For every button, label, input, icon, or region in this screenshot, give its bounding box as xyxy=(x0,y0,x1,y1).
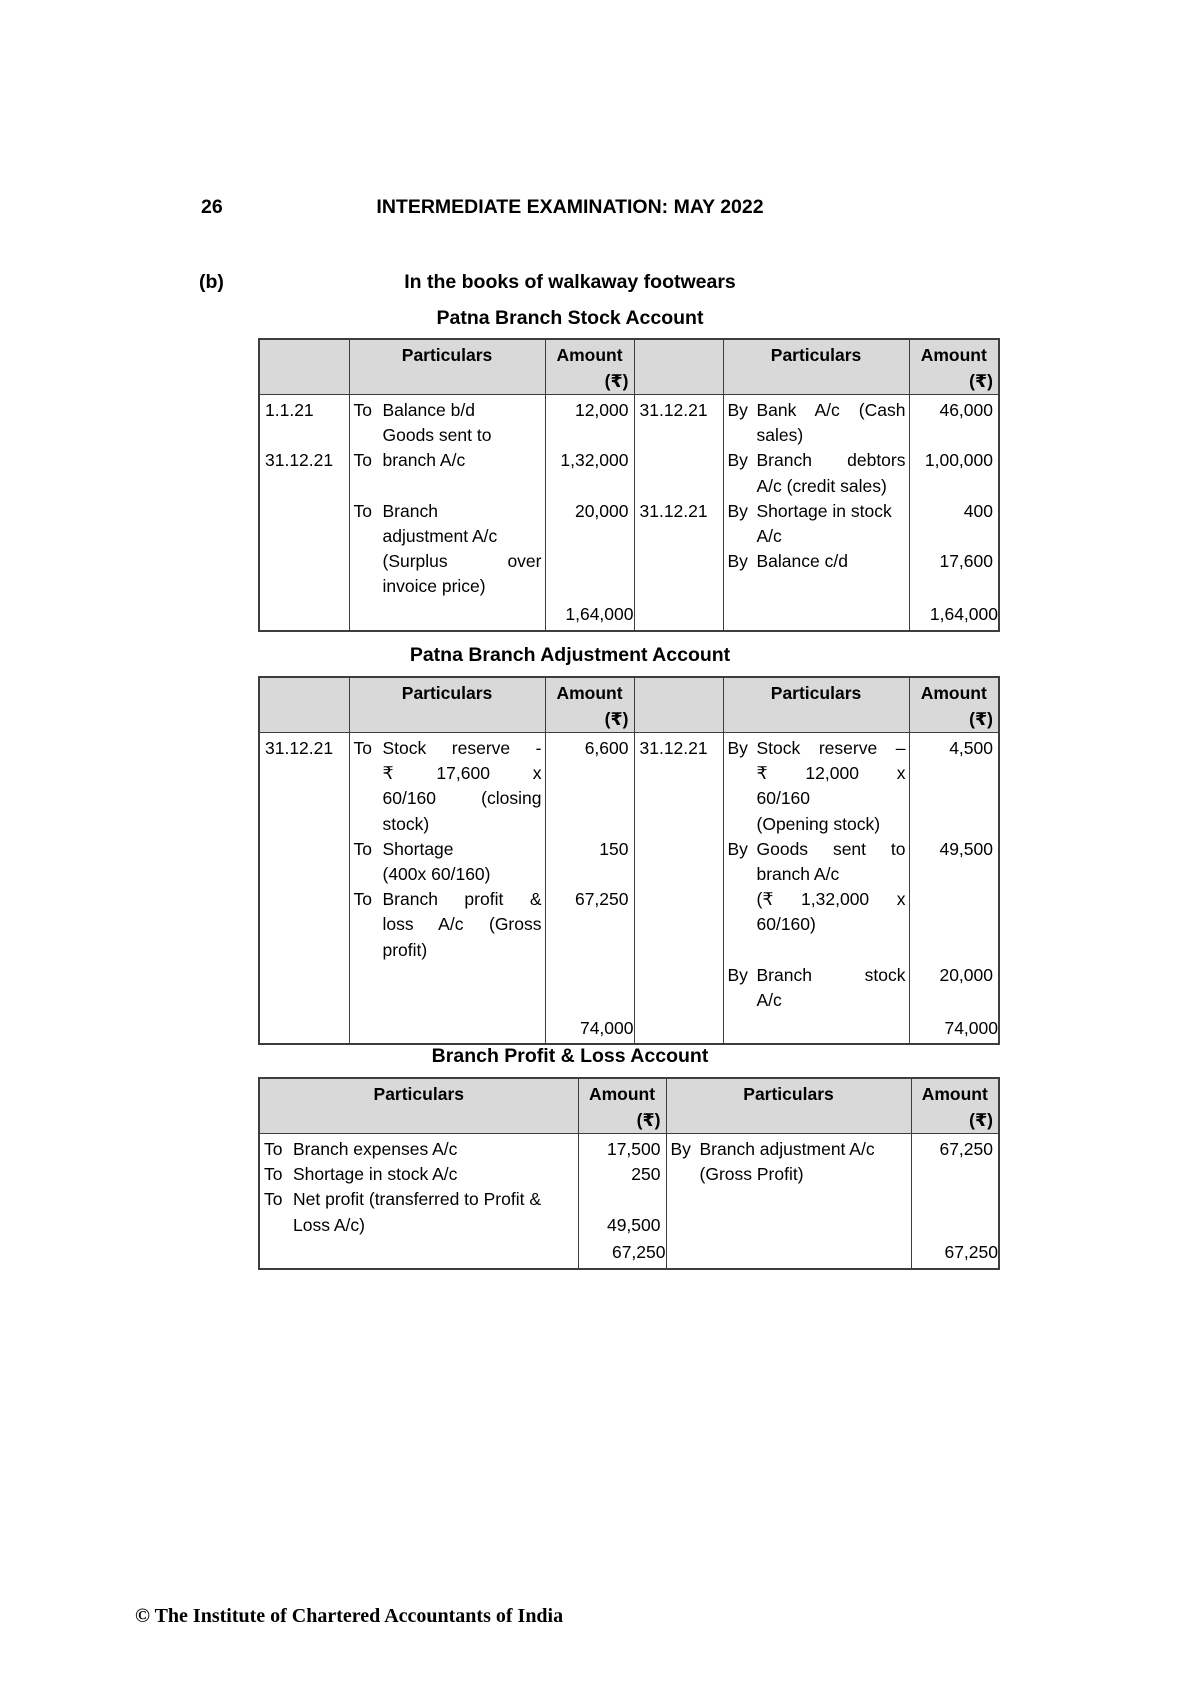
amount-header: Amount (₹) xyxy=(545,677,634,733)
date-header xyxy=(634,339,723,395)
total-blank xyxy=(259,1013,349,1044)
desc-line xyxy=(724,761,909,786)
total-blank xyxy=(349,600,545,631)
amount-line xyxy=(910,812,999,837)
desc-line xyxy=(350,423,545,448)
entry-text xyxy=(383,474,545,499)
date-line: 31.12.21 xyxy=(265,738,334,758)
page-number: 26 xyxy=(201,196,223,218)
date-cell xyxy=(259,733,349,1014)
desc-line xyxy=(724,448,909,473)
entry-marker xyxy=(724,786,757,811)
amount-line xyxy=(546,549,634,574)
amount-header: Amount (₹) xyxy=(909,339,999,395)
entry-text: 60/160 (closing xyxy=(382,788,542,809)
date-line xyxy=(260,574,349,599)
amount-line xyxy=(910,862,999,887)
amount-line xyxy=(912,1187,999,1212)
date-line xyxy=(260,988,349,1013)
amount-line xyxy=(579,1187,666,1212)
desc-line xyxy=(667,1187,911,1212)
desc-line xyxy=(350,988,545,1013)
entry-marker xyxy=(350,963,383,988)
particulars-header: Particulars xyxy=(349,677,545,733)
entry-marker xyxy=(667,1162,700,1187)
entry-marker: By xyxy=(727,738,748,758)
desc-line xyxy=(260,1137,578,1162)
date-line xyxy=(635,862,723,887)
total-amount: 74,000 xyxy=(909,1013,999,1044)
amount-line: 20,000 xyxy=(574,500,629,521)
date-line xyxy=(260,963,349,988)
date-line xyxy=(260,549,349,574)
date-line xyxy=(635,988,723,1013)
amount-line: 49,500 xyxy=(606,1214,661,1235)
amount-line xyxy=(910,474,999,499)
date-line: 31.12.21 xyxy=(639,738,708,758)
entry-text: Branch stock xyxy=(756,964,906,985)
desc-line xyxy=(350,474,545,499)
entry-text xyxy=(757,574,909,599)
entry-text xyxy=(383,963,545,988)
entry-marker: By xyxy=(727,400,748,420)
date-line: 31.12.21 xyxy=(265,450,334,471)
entry-text: Loss A/c) xyxy=(293,1214,365,1235)
date-line xyxy=(635,963,723,988)
total-amount: 74,000 xyxy=(545,1013,634,1044)
entry-text: ₹ 17,600 x xyxy=(382,763,542,784)
desc-line xyxy=(350,938,545,963)
entry-text: Bank A/c (Cash xyxy=(756,400,906,420)
entry-text: Branch adjustment A/c xyxy=(699,1139,875,1159)
amount-header: Amount (₹) xyxy=(578,1078,666,1134)
entry-text: branch A/c xyxy=(382,450,466,471)
entry-text: invoice price) xyxy=(382,576,486,597)
desc-line xyxy=(724,474,909,499)
desc-line xyxy=(350,574,545,599)
date-header xyxy=(634,677,723,733)
amount-line xyxy=(912,1162,999,1187)
entry-text: (₹ 1,32,000 x xyxy=(756,889,906,910)
amount-line: 67,250 xyxy=(574,889,629,910)
entry-marker xyxy=(350,423,383,448)
entry-text: stock) xyxy=(382,813,430,834)
date-line xyxy=(260,423,349,448)
desc-line xyxy=(667,1137,911,1162)
entry-text: (Gross Profit) xyxy=(699,1164,804,1185)
date-line xyxy=(260,761,349,786)
amount-line: 4,500 xyxy=(949,738,993,758)
entry-marker xyxy=(350,474,383,499)
desc-line xyxy=(350,524,545,549)
date-line xyxy=(635,786,723,811)
entry-marker xyxy=(724,988,757,1013)
desc-line xyxy=(724,887,909,912)
entry-marker xyxy=(350,912,383,937)
entry-text: Stock reserve - xyxy=(382,738,542,758)
desc-line xyxy=(350,812,545,837)
entry-marker xyxy=(667,1187,700,1212)
entry-text: Net profit (transferred to Profit & xyxy=(293,1189,542,1210)
date-line xyxy=(260,524,349,549)
entry-marker xyxy=(724,912,757,937)
entry-marker xyxy=(724,938,757,963)
amount-line xyxy=(546,524,634,549)
date-line xyxy=(635,448,723,473)
amount-line: 6,600 xyxy=(584,738,629,758)
amount-cell xyxy=(545,395,634,600)
particulars-header: Particulars xyxy=(666,1078,911,1134)
entry-text: A/c xyxy=(756,525,782,546)
total-blank xyxy=(634,1013,723,1044)
date-line xyxy=(260,912,349,937)
entry-marker xyxy=(724,887,757,912)
entry-text: Goods sent to xyxy=(756,838,906,859)
desc-line xyxy=(724,398,909,423)
entry-marker xyxy=(350,938,383,963)
amount-line xyxy=(910,938,999,963)
amount-cell xyxy=(911,1134,999,1238)
date-line xyxy=(635,761,723,786)
desc-line xyxy=(350,499,545,524)
amount-line xyxy=(910,786,999,811)
desc-line xyxy=(724,499,909,524)
entry-text: A/c xyxy=(756,989,782,1010)
date-line xyxy=(635,474,723,499)
desc-cell xyxy=(349,395,545,600)
entry-text: Branch expenses A/c xyxy=(293,1139,458,1159)
entry-marker: By xyxy=(727,964,748,985)
desc-line xyxy=(724,524,909,549)
amount-line xyxy=(546,938,634,963)
entry-text: (400x 60/160) xyxy=(382,863,491,884)
amount-line: 400 xyxy=(963,500,993,521)
entry-text: 60/160) xyxy=(756,914,816,935)
entry-text: Shortage in stock xyxy=(756,500,892,521)
desc-line xyxy=(724,812,909,837)
entry-text: (Surplus over xyxy=(382,551,542,572)
entry-text xyxy=(383,988,545,1013)
total-blank xyxy=(723,1013,909,1044)
entry-marker: To xyxy=(353,400,372,420)
date-line xyxy=(260,786,349,811)
amount-header: Amount (₹) xyxy=(911,1078,999,1134)
amount-line: 46,000 xyxy=(939,400,993,420)
desc-line xyxy=(350,761,545,786)
entry-marker: By xyxy=(727,551,748,572)
entry-marker xyxy=(350,524,383,549)
desc-cell xyxy=(723,733,909,1014)
date-line xyxy=(635,912,723,937)
desc-line xyxy=(667,1162,911,1187)
date-header xyxy=(259,339,349,395)
entry-text: sales) xyxy=(756,425,804,446)
entry-text: adjustment A/c xyxy=(382,525,498,546)
entry-text: Balance b/d xyxy=(382,400,475,420)
desc-cell xyxy=(349,733,545,1014)
entry-marker xyxy=(350,988,383,1013)
entry-marker: To xyxy=(353,450,372,471)
desc-line xyxy=(350,786,545,811)
amount-line: 17,500 xyxy=(606,1139,661,1159)
desc-line xyxy=(724,837,909,862)
desc-line xyxy=(724,574,909,599)
amount-line xyxy=(546,963,634,988)
entry-text: Balance c/d xyxy=(756,551,848,572)
entry-text: Goods sent to xyxy=(382,425,492,446)
adjustment-account-title: Patna Branch Adjustment Account xyxy=(409,644,731,666)
ledger-table xyxy=(258,1077,1000,1270)
entry-marker xyxy=(724,812,757,837)
amount-line: 150 xyxy=(599,838,629,859)
desc-line xyxy=(350,448,545,473)
particulars-header: Particulars xyxy=(259,1078,578,1134)
total-amount: 1,64,000 xyxy=(545,600,634,631)
desc-line xyxy=(260,1187,578,1212)
date-header xyxy=(259,677,349,733)
amount-line xyxy=(910,912,999,937)
amount-line: 20,000 xyxy=(939,964,993,985)
entry-marker xyxy=(724,423,757,448)
date-line xyxy=(635,887,723,912)
desc-line xyxy=(350,549,545,574)
entry-text: profit) xyxy=(382,939,428,960)
amount-line xyxy=(910,887,999,912)
entry-marker xyxy=(724,474,757,499)
total-blank xyxy=(666,1238,911,1269)
particulars-header: Particulars xyxy=(349,339,545,395)
entry-marker xyxy=(260,1213,293,1238)
desc-line xyxy=(724,786,909,811)
amount-header: Amount (₹) xyxy=(909,677,999,733)
entry-marker: To xyxy=(353,889,372,910)
entry-text: 60/160 xyxy=(756,788,811,809)
total-blank xyxy=(723,600,909,631)
desc-line xyxy=(350,862,545,887)
entry-text: Branch debtors xyxy=(756,450,906,471)
amount-line xyxy=(910,524,999,549)
amount-line: 250 xyxy=(631,1164,661,1185)
entry-text: Branch xyxy=(382,500,438,521)
desc-line xyxy=(724,988,909,1013)
date-line xyxy=(260,887,349,912)
date-line xyxy=(635,574,723,599)
desc-line xyxy=(350,963,545,988)
entry-marker: To xyxy=(264,1164,283,1185)
desc-line xyxy=(350,398,545,423)
desc-line xyxy=(724,549,909,574)
desc-line xyxy=(724,963,909,988)
amount-line: 1,00,000 xyxy=(924,450,993,471)
entry-marker xyxy=(350,862,383,887)
part-label: (b) xyxy=(199,271,224,293)
date-line xyxy=(635,837,723,862)
entry-marker xyxy=(724,761,757,786)
amount-line xyxy=(912,1213,999,1238)
amount-line xyxy=(546,988,634,1013)
desc-line xyxy=(260,1213,578,1238)
entry-text xyxy=(757,938,909,963)
date-line: 31.12.21 xyxy=(639,400,708,420)
entry-marker xyxy=(350,549,383,574)
entry-marker xyxy=(350,786,383,811)
entry-text: Branch profit & xyxy=(382,889,542,910)
total-blank xyxy=(259,600,349,631)
amount-line: 67,250 xyxy=(939,1139,993,1159)
amount-line xyxy=(910,574,999,599)
entry-text xyxy=(700,1213,911,1238)
date-line xyxy=(260,837,349,862)
amount-line xyxy=(910,761,999,786)
amount-line xyxy=(546,786,634,811)
amount-line: 1,32,000 xyxy=(560,450,629,471)
entry-text: Shortage xyxy=(382,838,454,859)
entry-text: branch A/c xyxy=(756,863,840,884)
entry-text: Shortage in stock A/c xyxy=(293,1164,458,1185)
desc-line xyxy=(350,887,545,912)
date-cell xyxy=(634,395,723,600)
entry-marker: To xyxy=(353,500,372,521)
entry-marker: To xyxy=(353,738,372,758)
entry-marker: By xyxy=(727,500,748,521)
entry-marker xyxy=(350,574,383,599)
particulars-header: Particulars xyxy=(723,677,909,733)
entry-marker: To xyxy=(264,1139,283,1159)
desc-line xyxy=(724,938,909,963)
ledger-table xyxy=(258,676,1000,1045)
entry-marker xyxy=(724,524,757,549)
desc-line xyxy=(724,736,909,761)
amount-line: 12,000 xyxy=(574,400,629,420)
desc-cell xyxy=(259,1134,578,1238)
entry-text: Stock reserve – xyxy=(756,738,906,758)
date-line xyxy=(635,812,723,837)
desc-line xyxy=(724,912,909,937)
desc-line xyxy=(724,423,909,448)
total-amount: 67,250 xyxy=(578,1238,666,1269)
amount-line xyxy=(546,761,634,786)
entry-marker: To xyxy=(353,838,372,859)
desc-line xyxy=(350,837,545,862)
amount-line xyxy=(546,474,634,499)
desc-cell xyxy=(723,395,909,600)
date-line xyxy=(635,938,723,963)
entry-marker xyxy=(350,761,383,786)
date-line xyxy=(260,474,349,499)
copyright-footer: © The Institute of Chartered Accountants of India xyxy=(135,1605,564,1627)
date-cell xyxy=(259,395,349,600)
date-line xyxy=(260,499,349,524)
entry-text: loss A/c (Gross xyxy=(382,914,542,935)
amount-line xyxy=(546,423,634,448)
date-line: 1.1.21 xyxy=(265,400,314,420)
amount-line xyxy=(546,812,634,837)
total-amount: 1,64,000 xyxy=(909,600,999,631)
entry-marker: By xyxy=(727,838,748,859)
date-line xyxy=(260,862,349,887)
section-title: In the books of walkaway footwears xyxy=(404,271,736,293)
total-blank xyxy=(634,600,723,631)
adjustment-account-table xyxy=(258,676,1000,1045)
total-blank xyxy=(259,1238,578,1269)
entry-text: A/c (credit sales) xyxy=(756,475,887,496)
desc-line xyxy=(724,862,909,887)
desc-line xyxy=(260,1162,578,1187)
entry-marker xyxy=(667,1213,700,1238)
entry-marker xyxy=(724,862,757,887)
profit-loss-account-table xyxy=(258,1077,1000,1270)
entry-marker: To xyxy=(264,1189,283,1210)
amount-line: 17,600 xyxy=(939,551,993,572)
ledger-table xyxy=(258,338,1000,632)
total-amount: 67,250 xyxy=(911,1238,999,1269)
desc-line xyxy=(350,912,545,937)
date-line xyxy=(260,938,349,963)
entry-text: ₹ 12,000 x xyxy=(756,763,906,784)
particulars-header: Particulars xyxy=(723,339,909,395)
date-line: 31.12.21 xyxy=(639,500,708,521)
entry-marker xyxy=(724,574,757,599)
profit-loss-account-title: Branch Profit & Loss Account xyxy=(431,1045,709,1067)
entry-marker: By xyxy=(727,450,748,471)
amount-cell xyxy=(909,733,999,1014)
date-line xyxy=(635,549,723,574)
amount-cell xyxy=(909,395,999,600)
amount-line xyxy=(546,862,634,887)
stock-account-title: Patna Branch Stock Account xyxy=(436,307,704,329)
entry-text xyxy=(700,1187,911,1212)
desc-cell xyxy=(666,1134,911,1238)
desc-line xyxy=(350,736,545,761)
stock-account-table xyxy=(258,338,1000,632)
amount-cell xyxy=(578,1134,666,1238)
amount-cell xyxy=(545,733,634,1014)
page-header-title: INTERMEDIATE EXAMINATION: MAY 2022 xyxy=(376,196,764,218)
amount-header: Amount (₹) xyxy=(545,339,634,395)
date-cell xyxy=(634,733,723,1014)
amount-line xyxy=(910,988,999,1013)
entry-text: (Opening stock) xyxy=(756,813,881,834)
amount-line xyxy=(546,912,634,937)
amount-line xyxy=(910,423,999,448)
date-line xyxy=(635,423,723,448)
entry-marker xyxy=(350,812,383,837)
date-line xyxy=(635,524,723,549)
amount-line: 49,500 xyxy=(939,838,993,859)
date-line xyxy=(260,812,349,837)
amount-line xyxy=(546,574,634,599)
entry-marker: By xyxy=(670,1139,691,1159)
desc-line xyxy=(667,1213,911,1238)
total-blank xyxy=(349,1013,545,1044)
